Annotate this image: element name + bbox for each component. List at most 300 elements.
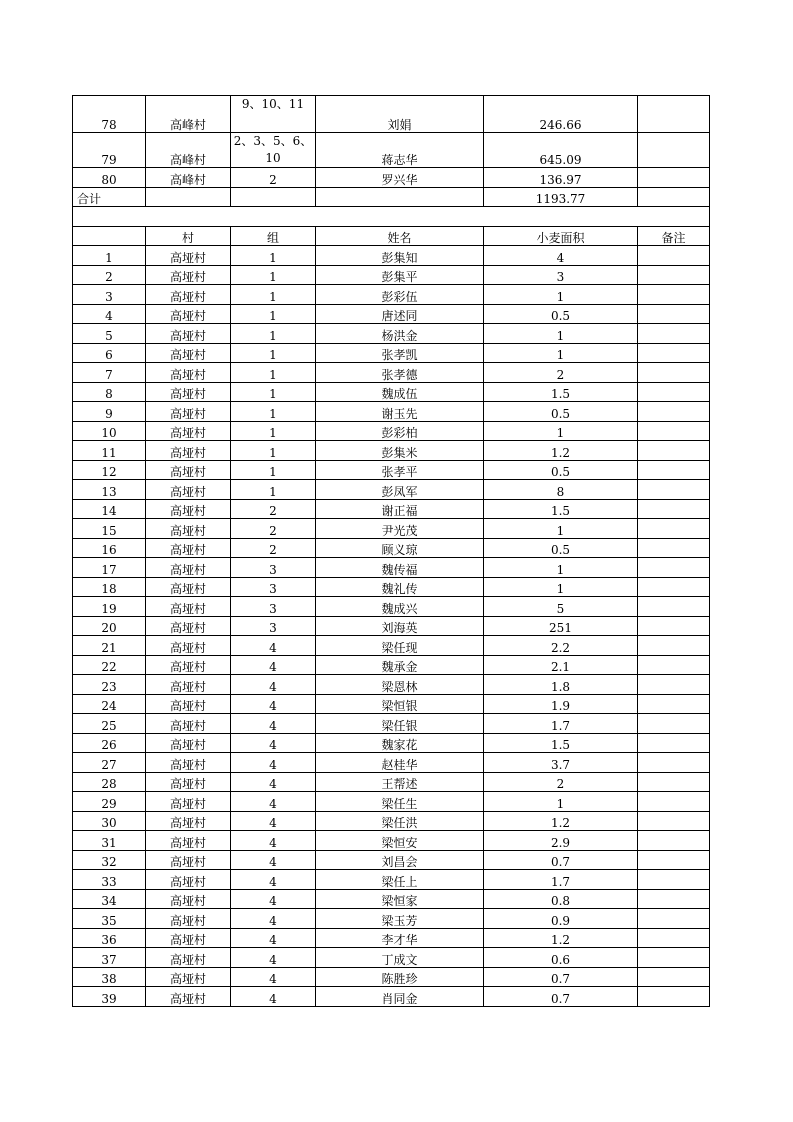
group-cell: 4 <box>231 928 316 948</box>
note-cell <box>638 694 710 714</box>
group-cell: 4 <box>231 772 316 792</box>
name-cell: 梁恒安 <box>316 831 484 851</box>
name-cell: 魏礼传 <box>316 577 484 597</box>
name-cell: 王帮述 <box>316 772 484 792</box>
group-cell: 4 <box>231 733 316 753</box>
village-cell: 高垭村 <box>146 811 231 831</box>
village-cell: 高垭村 <box>146 597 231 617</box>
village-cell: 高峰村 <box>146 133 231 168</box>
name-cell: 魏成兴 <box>316 597 484 617</box>
note-cell <box>638 421 710 441</box>
group-cell: 1 <box>231 480 316 500</box>
table-row <box>73 133 710 168</box>
row-number: 4 <box>73 304 146 324</box>
area-cell: 5 <box>484 597 638 617</box>
name-cell: 杨洪金 <box>316 324 484 344</box>
group-cell: 4 <box>231 909 316 929</box>
area-cell: 0.6 <box>484 948 638 968</box>
name-cell: 刘娟 <box>316 96 484 133</box>
name-cell: 彭彩伍 <box>316 285 484 305</box>
note-cell <box>638 850 710 870</box>
row-number: 15 <box>73 519 146 539</box>
note-cell <box>638 967 710 987</box>
group-cell: 1 <box>231 304 316 324</box>
name-cell: 蒋志华 <box>316 133 484 168</box>
group-cell: 4 <box>231 987 316 1007</box>
village-cell: 高垭村 <box>146 753 231 773</box>
area-cell: 2.1 <box>484 655 638 675</box>
area-cell: 0.7 <box>484 850 638 870</box>
name-cell: 尹光茂 <box>316 519 484 539</box>
area-cell: 1 <box>484 343 638 363</box>
note-cell <box>638 168 710 188</box>
table-row <box>73 694 710 714</box>
row-number: 28 <box>73 772 146 792</box>
note-cell <box>638 382 710 402</box>
note-cell <box>638 616 710 636</box>
note-cell <box>638 675 710 695</box>
village-cell: 高垭村 <box>146 324 231 344</box>
row-number: 35 <box>73 909 146 929</box>
group-cell: 1 <box>231 265 316 285</box>
area-cell: 1 <box>484 792 638 812</box>
row-number: 9 <box>73 402 146 422</box>
village-cell: 高垭村 <box>146 909 231 929</box>
village-cell: 高垭村 <box>146 928 231 948</box>
header-area: 小麦面积 <box>484 226 638 246</box>
note-cell <box>638 460 710 480</box>
area-cell: 0.5 <box>484 304 638 324</box>
village-cell: 高垭村 <box>146 636 231 656</box>
village-cell: 高垭村 <box>146 948 231 968</box>
row-number: 17 <box>73 558 146 578</box>
name-cell: 梁恩林 <box>316 675 484 695</box>
village-cell: 高垭村 <box>146 363 231 383</box>
table-row <box>73 577 710 597</box>
row-number: 14 <box>73 499 146 519</box>
note-cell <box>638 733 710 753</box>
table-row <box>73 538 710 558</box>
area-cell: 1.2 <box>484 441 638 461</box>
group-cell: 3 <box>231 558 316 578</box>
row-number: 13 <box>73 480 146 500</box>
note-cell <box>638 928 710 948</box>
group-cell: 1 <box>231 402 316 422</box>
table-row <box>73 772 710 792</box>
area-cell: 0.7 <box>484 987 638 1007</box>
note-cell <box>638 948 710 968</box>
name-cell: 梁任生 <box>316 792 484 812</box>
group-cell: 4 <box>231 889 316 909</box>
name-cell: 张孝凯 <box>316 343 484 363</box>
village-cell: 高垭村 <box>146 733 231 753</box>
empty-cell <box>146 187 231 207</box>
group-cell: 4 <box>231 675 316 695</box>
row-number: 5 <box>73 324 146 344</box>
wheat-area-table <box>72 95 710 1007</box>
table-body <box>73 96 710 1007</box>
row-number: 78 <box>73 96 146 133</box>
area-cell: 3.7 <box>484 753 638 773</box>
note-cell <box>638 909 710 929</box>
row-number: 80 <box>73 168 146 188</box>
note-cell <box>638 343 710 363</box>
total-row <box>73 187 710 207</box>
table-row <box>73 460 710 480</box>
village-cell: 高垭村 <box>146 499 231 519</box>
area-cell: 1.2 <box>484 928 638 948</box>
village-cell: 高垭村 <box>146 772 231 792</box>
area-cell: 1.5 <box>484 499 638 519</box>
note-cell <box>638 987 710 1007</box>
name-cell: 陈胜珍 <box>316 967 484 987</box>
name-cell: 梁玉芳 <box>316 909 484 929</box>
row-number: 8 <box>73 382 146 402</box>
village-cell: 高垭村 <box>146 519 231 539</box>
group-cell: 1 <box>231 324 316 344</box>
empty-cell <box>231 187 316 207</box>
table-row <box>73 811 710 831</box>
row-number: 20 <box>73 616 146 636</box>
empty-cell <box>73 207 146 227</box>
note-cell <box>638 831 710 851</box>
village-cell: 高垭村 <box>146 558 231 578</box>
table-row <box>73 889 710 909</box>
village-cell: 高峰村 <box>146 168 231 188</box>
group-cell: 1 <box>231 382 316 402</box>
area-cell: 0.7 <box>484 967 638 987</box>
empty-cell <box>316 207 484 227</box>
village-cell: 高垭村 <box>146 382 231 402</box>
group-cell: 9、10、11 <box>231 96 316 133</box>
table-row <box>73 909 710 929</box>
area-cell: 1 <box>484 324 638 344</box>
note-cell <box>638 558 710 578</box>
row-number: 21 <box>73 636 146 656</box>
name-cell: 彭凤军 <box>316 480 484 500</box>
note-cell <box>638 889 710 909</box>
table-row <box>73 265 710 285</box>
note-cell <box>638 480 710 500</box>
group-cell: 1 <box>231 285 316 305</box>
note-cell <box>638 792 710 812</box>
name-cell: 罗兴华 <box>316 168 484 188</box>
group-cell: 3 <box>231 597 316 617</box>
name-cell: 魏家花 <box>316 733 484 753</box>
area-cell: 136.97 <box>484 168 638 188</box>
area-cell: 1.9 <box>484 694 638 714</box>
name-cell: 梁恒银 <box>316 694 484 714</box>
area-cell: 2.2 <box>484 636 638 656</box>
header-village: 村 <box>146 226 231 246</box>
row-number: 34 <box>73 889 146 909</box>
table-row <box>73 421 710 441</box>
area-cell: 0.5 <box>484 402 638 422</box>
row-number: 23 <box>73 675 146 695</box>
row-number: 29 <box>73 792 146 812</box>
note-cell <box>638 363 710 383</box>
group-cell: 4 <box>231 870 316 890</box>
village-cell: 高垭村 <box>146 460 231 480</box>
row-number: 31 <box>73 831 146 851</box>
table-row <box>73 285 710 305</box>
header-group: 组 <box>231 226 316 246</box>
row-number: 24 <box>73 694 146 714</box>
table-row <box>73 402 710 422</box>
note-cell <box>638 402 710 422</box>
note-cell <box>638 772 710 792</box>
empty-cell <box>638 207 710 227</box>
name-cell: 魏传福 <box>316 558 484 578</box>
name-cell: 梁任上 <box>316 870 484 890</box>
table-row <box>73 441 710 461</box>
village-cell: 高垭村 <box>146 577 231 597</box>
table-row <box>73 733 710 753</box>
row-number: 32 <box>73 850 146 870</box>
area-cell: 0.5 <box>484 460 638 480</box>
table-row <box>73 870 710 890</box>
row-number: 79 <box>73 133 146 168</box>
group-cell: 4 <box>231 655 316 675</box>
row-number: 36 <box>73 928 146 948</box>
note-cell <box>638 538 710 558</box>
village-cell: 高垭村 <box>146 265 231 285</box>
village-cell: 高垭村 <box>146 246 231 266</box>
row-number: 26 <box>73 733 146 753</box>
table-row <box>73 480 710 500</box>
village-cell: 高垭村 <box>146 441 231 461</box>
group-cell: 4 <box>231 694 316 714</box>
group-cell: 4 <box>231 948 316 968</box>
header-note: 备注 <box>638 226 710 246</box>
row-number: 7 <box>73 363 146 383</box>
village-cell: 高垭村 <box>146 538 231 558</box>
note-cell <box>638 714 710 734</box>
header-row <box>73 226 710 246</box>
area-cell: 1 <box>484 519 638 539</box>
group-cell: 1 <box>231 363 316 383</box>
name-cell: 彭集米 <box>316 441 484 461</box>
area-cell: 246.66 <box>484 96 638 133</box>
group-cell: 1 <box>231 460 316 480</box>
area-cell: 0.8 <box>484 889 638 909</box>
total-label: 合计 <box>73 187 146 207</box>
table-row <box>73 655 710 675</box>
village-cell: 高垭村 <box>146 792 231 812</box>
group-cell: 4 <box>231 636 316 656</box>
name-cell: 梁任现 <box>316 636 484 656</box>
name-cell: 梁恒家 <box>316 889 484 909</box>
note-cell <box>638 499 710 519</box>
group-cell: 4 <box>231 811 316 831</box>
village-cell: 高垭村 <box>146 421 231 441</box>
area-cell: 1 <box>484 577 638 597</box>
row-number: 19 <box>73 597 146 617</box>
name-cell: 张孝平 <box>316 460 484 480</box>
note-cell <box>638 597 710 617</box>
table-row <box>73 948 710 968</box>
note-cell <box>638 870 710 890</box>
group-cell: 1 <box>231 343 316 363</box>
name-cell: 彭集平 <box>316 265 484 285</box>
area-cell: 2 <box>484 363 638 383</box>
village-cell: 高垭村 <box>146 850 231 870</box>
note-cell <box>638 636 710 656</box>
note-cell <box>638 133 710 168</box>
table-row <box>73 558 710 578</box>
row-number: 6 <box>73 343 146 363</box>
group-cell: 2、3、5、6、10 <box>231 133 316 168</box>
area-cell: 3 <box>484 265 638 285</box>
group-cell: 1 <box>231 441 316 461</box>
village-cell: 高垭村 <box>146 889 231 909</box>
empty-cell <box>231 207 316 227</box>
group-cell: 3 <box>231 616 316 636</box>
note-cell <box>638 441 710 461</box>
village-cell: 高垭村 <box>146 655 231 675</box>
name-cell: 刘昌会 <box>316 850 484 870</box>
row-number: 33 <box>73 870 146 890</box>
table-row <box>73 831 710 851</box>
row-number: 2 <box>73 265 146 285</box>
village-cell: 高垭村 <box>146 675 231 695</box>
village-cell: 高垭村 <box>146 870 231 890</box>
note-cell <box>638 753 710 773</box>
table-row <box>73 363 710 383</box>
note-cell <box>638 655 710 675</box>
area-cell: 1.7 <box>484 870 638 890</box>
note-cell <box>638 811 710 831</box>
area-cell: 1 <box>484 421 638 441</box>
empty-cell <box>316 187 484 207</box>
table-row <box>73 382 710 402</box>
village-cell: 高垭村 <box>146 967 231 987</box>
table-row <box>73 519 710 539</box>
area-cell: 1.2 <box>484 811 638 831</box>
table-row <box>73 928 710 948</box>
area-cell: 1.8 <box>484 675 638 695</box>
header-name: 姓名 <box>316 226 484 246</box>
village-cell: 高垭村 <box>146 714 231 734</box>
name-cell: 顾义琼 <box>316 538 484 558</box>
group-cell: 4 <box>231 714 316 734</box>
row-number: 12 <box>73 460 146 480</box>
blank-row <box>73 207 710 227</box>
name-cell: 张孝德 <box>316 363 484 383</box>
empty-cell <box>484 207 638 227</box>
note-cell <box>638 246 710 266</box>
table-row <box>73 636 710 656</box>
area-cell: 0.9 <box>484 909 638 929</box>
group-cell: 2 <box>231 538 316 558</box>
village-cell: 高垭村 <box>146 285 231 305</box>
village-cell: 高垭村 <box>146 343 231 363</box>
name-cell: 李才华 <box>316 928 484 948</box>
area-cell: 0.5 <box>484 538 638 558</box>
village-cell: 高垭村 <box>146 304 231 324</box>
name-cell: 魏承金 <box>316 655 484 675</box>
group-cell: 1 <box>231 246 316 266</box>
table-row <box>73 792 710 812</box>
area-cell: 1 <box>484 558 638 578</box>
table-row <box>73 324 710 344</box>
row-number: 1 <box>73 246 146 266</box>
note-cell <box>638 285 710 305</box>
name-cell: 梁任洪 <box>316 811 484 831</box>
area-cell: 4 <box>484 246 638 266</box>
row-number: 37 <box>73 948 146 968</box>
group-cell: 2 <box>231 168 316 188</box>
table-row <box>73 246 710 266</box>
area-cell: 1.7 <box>484 714 638 734</box>
row-number: 3 <box>73 285 146 305</box>
table-row <box>73 168 710 188</box>
row-number: 18 <box>73 577 146 597</box>
group-cell: 4 <box>231 850 316 870</box>
area-cell: 251 <box>484 616 638 636</box>
name-cell: 彭彩柏 <box>316 421 484 441</box>
table-row <box>73 343 710 363</box>
group-cell: 3 <box>231 577 316 597</box>
total-area: 1193.77 <box>484 187 638 207</box>
name-cell: 唐述同 <box>316 304 484 324</box>
table-row <box>73 597 710 617</box>
row-number: 30 <box>73 811 146 831</box>
note-cell <box>638 519 710 539</box>
note-cell <box>638 96 710 133</box>
village-cell: 高垭村 <box>146 402 231 422</box>
group-cell: 1 <box>231 421 316 441</box>
row-number: 10 <box>73 421 146 441</box>
table-row <box>73 96 710 133</box>
group-cell: 4 <box>231 967 316 987</box>
row-number: 22 <box>73 655 146 675</box>
name-cell: 梁任银 <box>316 714 484 734</box>
row-number: 39 <box>73 987 146 1007</box>
empty-cell <box>638 187 710 207</box>
village-cell: 高峰村 <box>146 96 231 133</box>
table-row <box>73 850 710 870</box>
row-number: 16 <box>73 538 146 558</box>
table-row <box>73 499 710 519</box>
area-cell: 1.5 <box>484 382 638 402</box>
table-row <box>73 753 710 773</box>
group-cell: 4 <box>231 792 316 812</box>
area-cell: 2 <box>484 772 638 792</box>
area-cell: 8 <box>484 480 638 500</box>
area-cell: 2.9 <box>484 831 638 851</box>
village-cell: 高垭村 <box>146 987 231 1007</box>
empty-cell <box>146 207 231 227</box>
row-number: 38 <box>73 967 146 987</box>
village-cell: 高垭村 <box>146 831 231 851</box>
name-cell: 赵桂华 <box>316 753 484 773</box>
name-cell: 肖同金 <box>316 987 484 1007</box>
note-cell <box>638 265 710 285</box>
group-cell: 4 <box>231 831 316 851</box>
group-cell: 2 <box>231 519 316 539</box>
row-number: 25 <box>73 714 146 734</box>
header-no <box>73 226 146 246</box>
table-row <box>73 967 710 987</box>
name-cell: 彭集知 <box>316 246 484 266</box>
table-row <box>73 304 710 324</box>
group-cell: 2 <box>231 499 316 519</box>
note-cell <box>638 324 710 344</box>
area-cell: 1 <box>484 285 638 305</box>
area-cell: 645.09 <box>484 133 638 168</box>
village-cell: 高垭村 <box>146 694 231 714</box>
